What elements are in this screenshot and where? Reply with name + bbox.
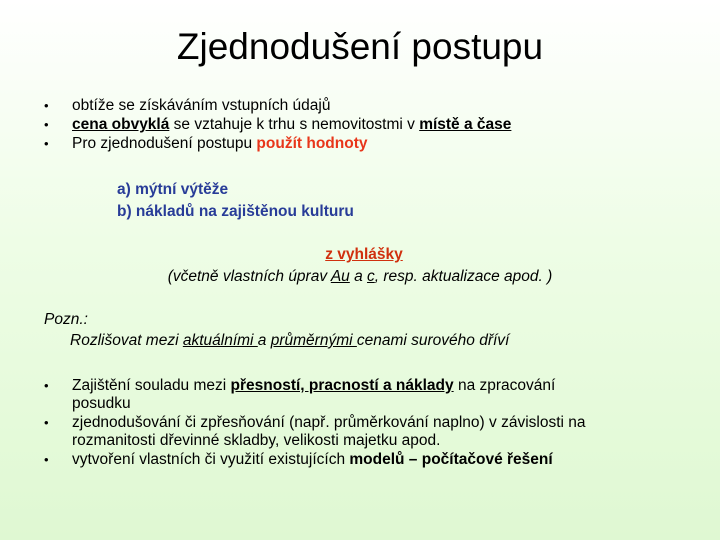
sub-item-b: b) nákladů na zajištěnou kulturu [117, 203, 354, 220]
au-term: Au [330, 268, 350, 285]
list-item [0, 115, 720, 134]
list-item-text: rozmanitosti dřevinné skladby, velikosti majetku apod. [72, 432, 441, 449]
note-text: , resp. aktualizace apod. ) [374, 268, 553, 285]
presnost-term: přesností, pracností a náklady [230, 377, 454, 394]
bullet-list-bottom [0, 377, 720, 470]
modelu-term: modelů – počítačové řešení [349, 451, 553, 468]
list-item-text: na zpracování [453, 377, 556, 394]
bullet-icon: • [44, 378, 49, 393]
list-item-text: Zajištění souladu mezi [72, 377, 231, 394]
list-item [0, 414, 720, 450]
list-item [0, 451, 720, 469]
rozlisovat-note [70, 332, 509, 350]
note-text: a [349, 268, 368, 285]
vcetne-note [0, 268, 720, 286]
c-term: c [367, 268, 375, 285]
miste-a-case-term: místě a čase [419, 116, 512, 133]
pozn-label: Pozn.: [44, 311, 88, 328]
list-item-text: vytvoření vlastních či využití existujících [72, 451, 350, 468]
bullet-icon: • [44, 452, 49, 467]
bullet-icon: • [44, 98, 49, 113]
list-item-text: se vztahuje k trhu s nemovitostmi v [169, 116, 420, 133]
note-text: Rozlišovat mezi [70, 332, 183, 349]
note-text: a [257, 332, 271, 349]
prumernymi-term: průměrnými [270, 332, 357, 349]
bullet-icon: • [44, 117, 49, 132]
list-item-text: posudku [72, 395, 131, 412]
list-item [0, 134, 720, 153]
note-text: cenami surového dříví [356, 332, 510, 349]
list-item-text: zjednodušování či zpřesňování (např. průměrkování naplno) v závislosti na [72, 414, 586, 431]
list-item [0, 96, 720, 115]
sub-item-a: a) mýtní výtěže [117, 181, 229, 198]
list-item [0, 377, 720, 413]
list-item-text: obtíže se získáváním vstupních údajů [72, 97, 331, 114]
list-item-text: Pro zjednodušení postupu [72, 135, 257, 152]
bullet-icon: • [44, 415, 49, 430]
note-text: (včetně vlastních úprav [167, 268, 331, 285]
cena-obvykla-term: cena obvyklá [72, 116, 170, 133]
bullet-icon: • [44, 136, 49, 151]
aktualnimi-term: aktuálními [182, 332, 258, 349]
bullet-list-top [0, 96, 720, 153]
slide-title: Zjednodušení postupu [176, 26, 544, 67]
pouzit-hodnoty-term: použít hodnoty [256, 135, 368, 152]
vyhlasky-label: z vyhlášky [325, 246, 403, 263]
